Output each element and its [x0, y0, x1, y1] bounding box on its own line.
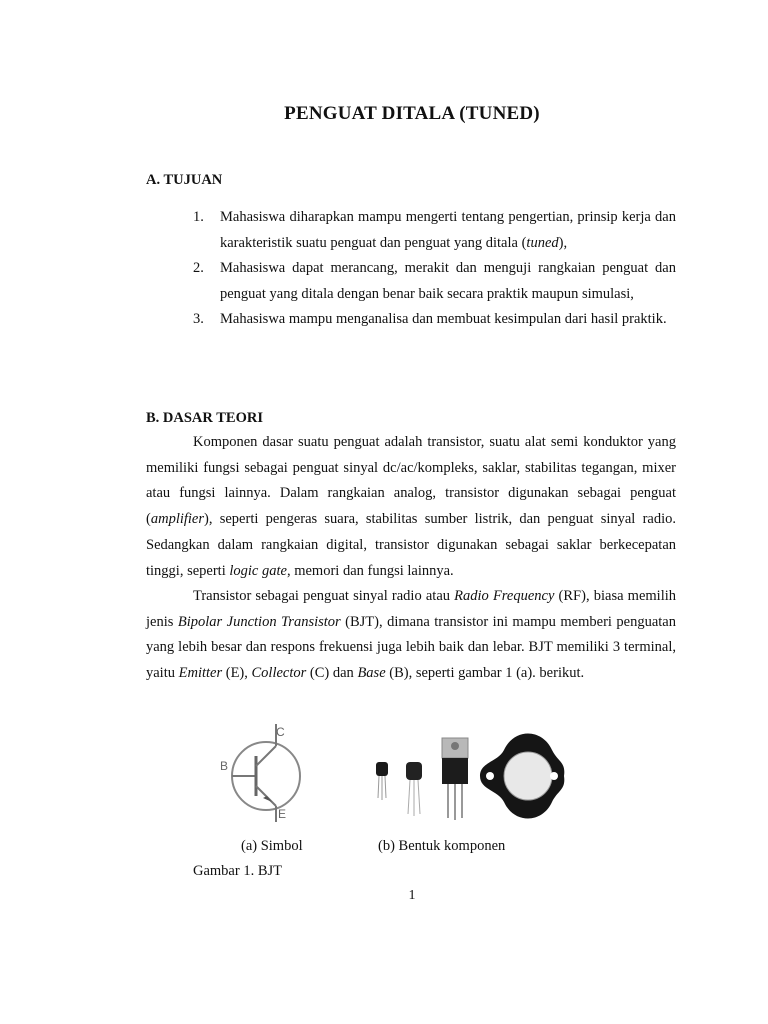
emitter-label: E	[278, 807, 287, 821]
list-item: 2. Mahasiswa dapat merancang, merakit dan menguji rangkaian penguat dan penguat yang ditala dengan benar baik secara praktik maupun simulasi,	[193, 256, 676, 307]
objectives-list	[193, 205, 676, 333]
paragraph-2: Transistor sebagai penguat sinyal radio atau Radio Frequency (RF), biasa memilih jenis Bipolar Junction Transistor (BJT), dimana transistor ini mampu memberi penguatan yang lebih besar dan respons frekuensi juga lebih baik dan lebar. BJT memiliki 3 terminal, yaitu Emitter (E), Collector (C) dan Base (B), seperti gambar 1 (a). berikut.	[146, 588, 677, 682]
bjt-symbol-figure	[212, 718, 312, 826]
collector-label: C	[276, 725, 285, 739]
list-number: 3.	[193, 311, 204, 327]
page-number: 1	[408, 888, 416, 903]
section-b-heading: B. DASAR TEORI	[146, 410, 263, 426]
section-a-heading: A. TUJUAN	[146, 172, 223, 188]
list-item: 1. Mahasiswa diharapkan mampu mengerti tentang pengertian, prinsip kerja dan karakteristik suatu penguat dan penguat yang ditala (tuned),	[193, 205, 676, 256]
list-item: 3. Mahasiswa mampu menganalisa dan membuat kesimpulan dari hasil praktik.	[193, 307, 676, 333]
paragraph-1: Komponen dasar suatu penguat adalah transistor, suatu alat semi konduktor yang memiliki fungsi sebagai penguat sinyal dc/ac/kompleks, saklar, stabilitas tegangan, mixer atau fungsi lainnya. Dalam rangkaian analog, transistor digunakan sebagai penguat (amplifier), seperti pengeras suara, stabilitas sumber listrik, dan penguat sinyal radio. Sedangkan dalam rangkaian digital, transistor digunakan sebagai saklar berkecepatan tinggi, seperti logic gate, memori dan fungsi lainnya.	[146, 434, 676, 579]
caption-b: (b) Bentuk komponen	[378, 838, 506, 854]
list-number: 2.	[193, 260, 204, 276]
bjt-components-photo	[368, 722, 566, 826]
page-title: PENGUAT DITALA (TUNED)	[284, 103, 540, 124]
caption-a: (a) Simbol	[241, 838, 303, 854]
list-number: 1.	[193, 209, 204, 225]
base-label: B	[220, 759, 229, 773]
figure-caption: Gambar 1. BJT	[193, 863, 282, 879]
